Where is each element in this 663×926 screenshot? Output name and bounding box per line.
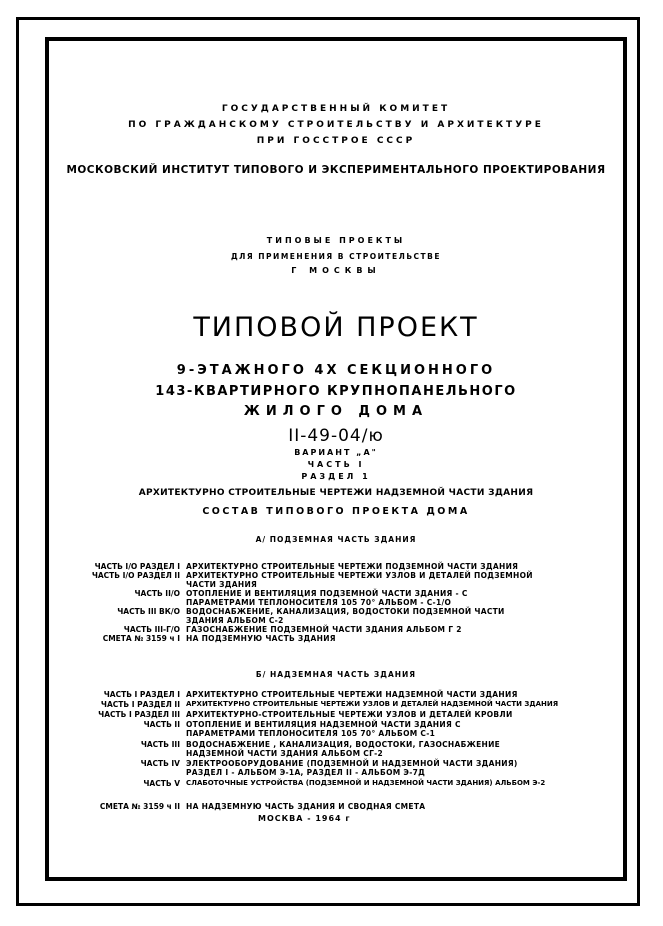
section-b-label: ЧАСТЬ I РАЗДЕЛ II [100, 700, 180, 709]
section-a-label: ЧАСТЬ III ВК/О [117, 607, 180, 616]
project-code: II-49-04/ю [288, 426, 384, 446]
section-a-label: ЧАСТЬ I/О РАЗДЕЛ II [91, 571, 180, 580]
project-desc-2: 143-КВАРТИРНОГО КРУПНОПАНЕЛЬНОГО [155, 384, 517, 399]
series-line-1: ТИПОВЫЕ ПРОЕКТЫ [266, 236, 406, 245]
section-b-text: СЛАБОТОЧНЫЕ УСТРОЙСТВА (ПОДЗЕМНОЙ И НАДЗЕМНОЙ ЧАСТИ ЗДАНИЯ) АЛЬБОМ Э-2 [186, 779, 546, 787]
footer-estimate-text: НА НАДЗЕМНУЮ ЧАСТЬ ЗДАНИЯ И СВОДНАЯ СМЕТА [186, 802, 426, 811]
section-b-text: ОТОПЛЕНИЕ И ВЕНТИЛЯЦИЯ НАДЗЕМНОЙ ЧАСТИ ЗДАНИЯ С [186, 720, 461, 729]
section-a-label: СМЕТА № 3159 ч I [102, 634, 180, 643]
section-a-text: ВОДОСНАБЖЕНИЕ, КАНАЛИЗАЦИЯ, ВОДОСТОКИ ПОДЗЕМНОЙ ЧАСТИ [186, 607, 505, 616]
section-b-text: АРХИТЕКТУРНО СТРОИТЕЛЬНЫЕ ЧЕРТЕЖИ НАДЗЕМНОЙ ЧАСТИ ЗДАНИЯ [186, 690, 518, 699]
footer-place-year: МОСКВА - 1964 г [258, 814, 351, 823]
section-b-label: ЧАСТЬ V [143, 779, 180, 788]
section-b-text: АРХИТЕКТУРНО СТРОИТЕЛЬНЫЕ ЧЕРТЕЖИ УЗЛОВ И ДЕТАЛЕЙ НАДЗЕМНОЙ ЧАСТИ ЗДАНИЯ [186, 700, 559, 708]
section-b-text: РАЗДЕЛ I - АЛЬБОМ Э-1А, РАЗДЕЛ II - АЛЬБОМ Э-7Д [186, 768, 426, 777]
section-b-text: ЭЛЕКТРООБОРУДОВАНИЕ (ПОДЗЕМНОЙ И НАДЗЕМНОЙ ЧАСТИ ЗДАНИЯ) [186, 759, 518, 768]
committee-line-3: ПРИ ГОССТРОЕ СССР [256, 136, 416, 146]
project-section: РАЗДЕЛ 1 [301, 472, 371, 481]
section-b-text: НАДЗЕМНОЙ ЧАСТИ ЗДАНИЯ АЛЬБОМ СГ-2 [186, 749, 384, 758]
project-desc-1: 9-ЭТАЖНОГО 4Х СЕКЦИОННОГО [176, 363, 496, 378]
institute-name: МОСКОВСКИЙ ИНСТИТУТ ТИПОВОГО И ЭКСПЕРИМЕНТАЛЬНОГО ПРОЕКТИРОВАНИЯ [66, 164, 606, 176]
project-desc-3: ЖИЛОГО ДОМА [243, 404, 429, 419]
section-b-label: ЧАСТЬ II [143, 720, 180, 729]
section-a-text: ОТОПЛЕНИЕ И ВЕНТИЛЯЦИЯ ПОДЗЕМНОЙ ЧАСТИ ЗДАНИЯ - С [186, 589, 468, 598]
section-b-label: ЧАСТЬ I РАЗДЕЛ I [103, 690, 180, 699]
section-a-text: АРХИТЕКТУРНО СТРОИТЕЛЬНЫЕ ЧЕРТЕЖИ УЗЛОВ И ДЕТАЛЕЙ ПОДЗЕМНОЙ [186, 571, 533, 580]
section-b-heading: Б/ НАДЗЕМНАЯ ЧАСТЬ ЗДАНИЯ [255, 670, 417, 679]
section-b-label: ЧАСТЬ I РАЗДЕЛ III [98, 710, 180, 719]
section-a-text: АРХИТЕКТУРНО СТРОИТЕЛЬНЫЕ ЧЕРТЕЖИ ПОДЗЕМНОЙ ЧАСТИ ЗДАНИЯ [186, 562, 519, 571]
drawings-title: АРХИТЕКТУРНО СТРОИТЕЛЬНЫЕ ЧЕРТЕЖИ НАДЗЕМНОЙ ЧАСТИ ЗДАНИЯ [138, 488, 534, 498]
section-a-text: ЗДАНИЯ АЛЬБОМ С-2 [186, 616, 284, 625]
series-line-3: Г МОСКВЫ [291, 266, 381, 275]
section-a-label: ЧАСТЬ II/О [134, 589, 180, 598]
section-a-text: НА ПОДЗЕМНУЮ ЧАСТЬ ЗДАНИЯ [186, 634, 336, 643]
section-b-label: ЧАСТЬ IV [140, 759, 180, 768]
series-line-2: ДЛЯ ПРИМЕНЕНИЯ В СТРОИТЕЛЬСТВЕ [230, 252, 441, 261]
section-b-text: ВОДОСНАБЖЕНИЕ , КАНАЛИЗАЦИЯ, ВОДОСТОКИ, ГАЗОСНАБЖЕНИЕ [186, 740, 501, 749]
section-b-text: ПАРАМЕТРАМИ ТЕПЛОНОСИТЕЛЯ 105 70° АЛЬБОМ С-1 [186, 729, 436, 738]
document-title: ТИПОВОЙ ПРОЕКТ [193, 312, 479, 343]
section-a-label: ЧАСТЬ I/О РАЗДЕЛ I [94, 562, 180, 571]
section-a-text: ПАРАМЕТРАМИ ТЕПЛОНОСИТЕЛЯ 105 70° АЛЬБОМ - С-1/О [186, 598, 452, 607]
section-a-text: ЧАСТИ ЗДАНИЯ [186, 580, 258, 589]
footer-estimate-label: СМЕТА № 3159 ч II [99, 802, 180, 811]
section-a-label: ЧАСТЬ III-Г/О [123, 625, 180, 634]
committee-line-1: ГОСУДАРСТВЕННЫЙ КОМИТЕТ [221, 104, 451, 114]
project-variant: ВАРИАНТ „А" [294, 448, 378, 457]
section-a-text: ГАЗОСНАБЖЕНИЕ ПОДЗЕМНОЙ ЧАСТИ ЗДАНИЯ АЛЬБОМ Г 2 [186, 625, 462, 634]
contents-title: СОСТАВ ТИПОВОГО ПРОЕКТА ДОМА [202, 506, 470, 517]
project-part: ЧАСТЬ I [307, 460, 365, 469]
committee-line-2: ПО ГРАЖДАНСКОМУ СТРОИТЕЛЬСТВУ И АРХИТЕКТУРЕ [128, 120, 544, 130]
section-b-label: ЧАСТЬ III [140, 740, 180, 749]
section-b-text: АРХИТЕКТУРНО-СТРОИТЕЛЬНЫЕ ЧЕРТЕЖИ УЗЛОВ И ДЕТАЛЕЙ КРОВЛИ [186, 710, 513, 719]
section-a-heading: А/ ПОДЗЕМНАЯ ЧАСТЬ ЗДАНИЯ [255, 535, 417, 544]
